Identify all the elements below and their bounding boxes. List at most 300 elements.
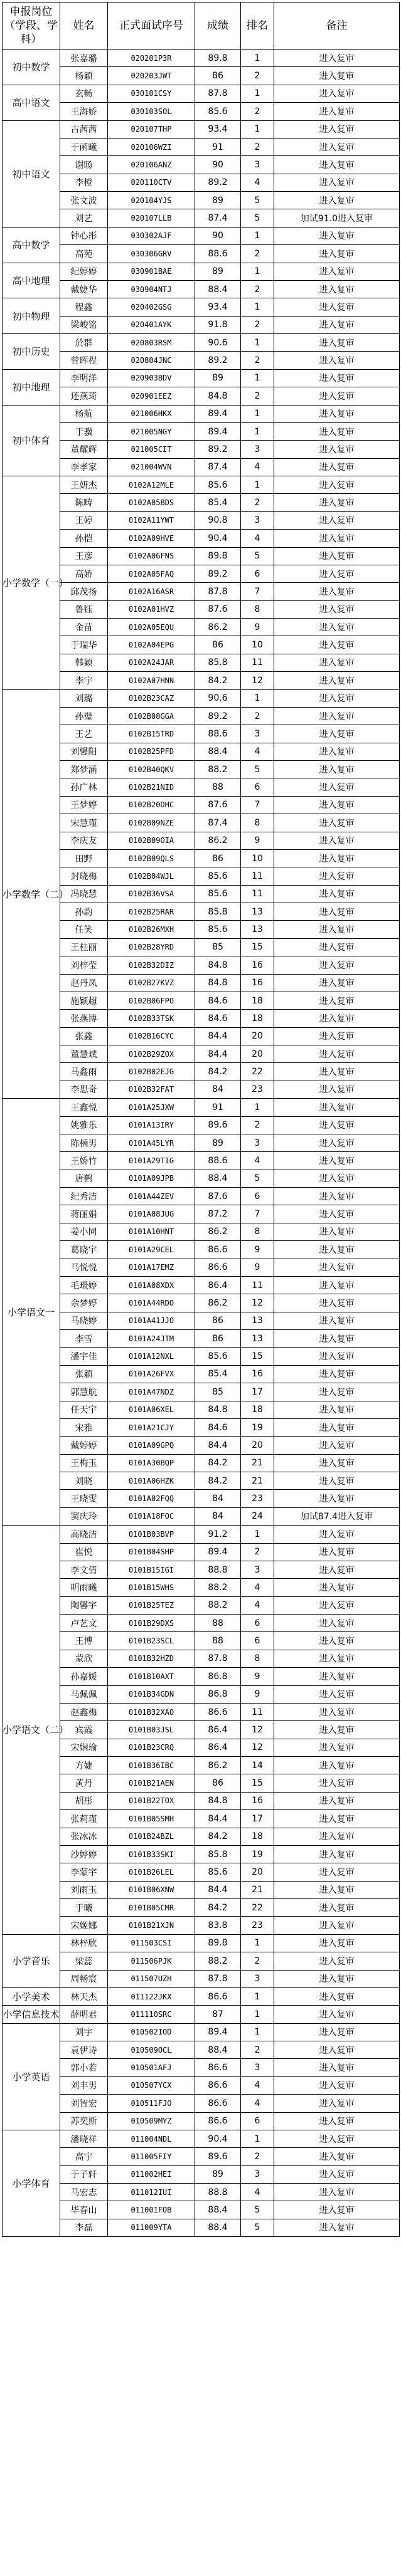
score-cell: 88 xyxy=(195,778,241,796)
note-cell: 进入复审 xyxy=(274,1330,400,1348)
header-name: 姓名 xyxy=(60,3,108,50)
rank-cell: 2 xyxy=(241,2041,274,2059)
score-cell: 86.6 xyxy=(195,2112,241,2130)
name-cell: 于子轩 xyxy=(60,2165,108,2183)
header-score: 成绩 xyxy=(195,3,241,50)
score-cell: 87.8 xyxy=(195,85,241,102)
note-cell: 进入复审 xyxy=(274,511,400,529)
exam-id-cell: 0101B24BZL xyxy=(108,1828,195,1845)
name-cell: 姚雅乐 xyxy=(60,1116,108,1134)
rank-cell: 2 xyxy=(241,1543,274,1561)
rank-cell: 6 xyxy=(241,1188,274,1205)
note-cell: 进入复审 xyxy=(274,476,400,494)
exam-id-cell: 0102B20DHC xyxy=(108,796,195,814)
rank-cell: 8 xyxy=(241,814,274,832)
note-cell: 进入复审 xyxy=(274,1685,400,1703)
rank-cell: 7 xyxy=(241,583,274,600)
exam-id-cell: 0102B36VSA xyxy=(108,885,195,903)
score-cell: 86 xyxy=(195,636,241,654)
table-row xyxy=(3,689,400,707)
name-cell: 陈楠男 xyxy=(60,1134,108,1151)
rank-cell: 20 xyxy=(241,1437,274,1454)
rank-cell: 1 xyxy=(241,263,274,280)
score-cell: 88.4 xyxy=(195,1170,241,1187)
score-cell: 86 xyxy=(195,1330,241,1348)
score-cell: 85.6 xyxy=(195,103,241,120)
score-cell: 88.2 xyxy=(195,1952,241,1970)
position-cell: 小学语文（二） xyxy=(3,1526,60,1935)
note-cell: 进入复审 xyxy=(274,1490,400,1507)
table-row xyxy=(3,1810,400,1828)
table-row xyxy=(3,369,400,387)
score-cell: 87.8 xyxy=(195,1650,241,1667)
rank-cell: 15 xyxy=(241,1774,274,1792)
table-row xyxy=(3,1205,400,1223)
score-cell: 90.6 xyxy=(195,689,241,707)
note-cell: 进入复审 xyxy=(274,1259,400,1276)
note-cell: 进入复审 xyxy=(274,1579,400,1596)
exam-id-cell: 020107THP xyxy=(108,120,195,138)
table-row xyxy=(3,458,400,476)
score-cell: 86.6 xyxy=(195,2059,241,2076)
position-cell: 初中语文 xyxy=(3,120,60,227)
table-row xyxy=(3,441,400,458)
name-cell: 方婕 xyxy=(60,1757,108,1774)
name-cell: 刘璐 xyxy=(60,689,108,707)
table-row xyxy=(3,2130,400,2147)
note-cell: 进入复审 xyxy=(274,867,400,885)
position-cell: 初中数学 xyxy=(3,50,60,85)
table-row xyxy=(3,263,400,280)
score-cell: 89 xyxy=(195,2165,241,2183)
table-row xyxy=(3,1045,400,1063)
exam-id-cell: 0101A30BQP xyxy=(108,1454,195,1472)
exam-id-cell: 0102B25PFD xyxy=(108,743,195,760)
score-cell: 84.8 xyxy=(195,956,241,974)
table-row xyxy=(3,298,400,316)
note-cell: 进入复审 xyxy=(274,352,400,369)
note-cell: 进入复审 xyxy=(274,1987,400,2005)
score-cell: 84 xyxy=(195,1507,241,1525)
name-cell: 杨颖 xyxy=(60,67,108,85)
rank-cell: 4 xyxy=(241,1579,274,1596)
name-cell: 周畅宸 xyxy=(60,1970,108,1987)
name-cell: 卢艺文 xyxy=(60,1615,108,1632)
score-cell: 88.2 xyxy=(195,761,241,778)
name-cell: 孙韵 xyxy=(60,903,108,921)
exam-id-cell: 0102B09OIA xyxy=(108,832,195,849)
note-cell: 进入复审 xyxy=(274,1632,400,1650)
exam-id-cell: 021005CIT xyxy=(108,441,195,458)
name-cell: 刘丰男 xyxy=(60,2076,108,2094)
table-row xyxy=(3,2023,400,2041)
note-cell: 进入复审 xyxy=(274,405,400,422)
note-cell: 进入复审 xyxy=(274,298,400,316)
position-cell: 小学音乐 xyxy=(3,1934,60,1987)
table-row xyxy=(3,2112,400,2130)
table-row xyxy=(3,334,400,352)
exam-id-cell: 030306GRV xyxy=(108,245,195,263)
rank-cell: 5 xyxy=(241,761,274,778)
rank-cell: 4 xyxy=(241,2095,274,2112)
name-cell: 蒙欣 xyxy=(60,1650,108,1667)
table-row xyxy=(3,316,400,333)
exam-id-cell: 0102B09QLS xyxy=(108,849,195,867)
score-cell: 89.6 xyxy=(195,2148,241,2165)
table-row xyxy=(3,707,400,725)
table-row xyxy=(3,1703,400,1720)
name-cell: 还燕琦 xyxy=(60,387,108,405)
rank-cell: 4 xyxy=(241,458,274,476)
table-row xyxy=(3,120,400,138)
table-row xyxy=(3,530,400,547)
score-cell: 91.8 xyxy=(195,316,241,333)
exam-id-cell: 0102B33TSK xyxy=(108,1010,195,1027)
table-row xyxy=(3,1099,400,1116)
exam-id-cell: 030904NTJ xyxy=(108,280,195,298)
exam-id-cell: 0101B32XAO xyxy=(108,1703,195,1720)
table-row xyxy=(3,476,400,494)
score-cell: 88 xyxy=(195,1615,241,1632)
name-cell: 宾霞 xyxy=(60,1721,108,1739)
exam-id-cell: 0102A04EPG xyxy=(108,636,195,654)
table-row xyxy=(3,85,400,102)
note-cell: 进入复审 xyxy=(274,1312,400,1329)
rank-cell: 5 xyxy=(241,547,274,565)
exam-id-cell: 0102A05BDS xyxy=(108,494,195,511)
name-cell: 孙恺 xyxy=(60,530,108,547)
name-cell: 王梦婷 xyxy=(60,796,108,814)
note-cell: 进入复审 xyxy=(274,1045,400,1063)
score-cell: 86.2 xyxy=(195,1223,241,1240)
score-cell: 86.2 xyxy=(195,619,241,636)
table-row xyxy=(3,245,400,263)
name-cell: 李宇 xyxy=(60,672,108,689)
rank-cell: 18 xyxy=(241,1828,274,1845)
rank-cell: 13 xyxy=(241,921,274,938)
table-row xyxy=(3,1863,400,1881)
table-row xyxy=(3,2201,400,2219)
exam-id-cell: 020803RSM xyxy=(108,334,195,352)
note-cell: 进入复审 xyxy=(274,263,400,280)
rank-cell: 4 xyxy=(241,2076,274,2094)
note-cell: 进入复审 xyxy=(274,1348,400,1365)
name-cell: 宋慧瑾 xyxy=(60,814,108,832)
note-cell: 进入复审 xyxy=(274,1294,400,1312)
exam-id-cell: 020106ANZ xyxy=(108,156,195,174)
score-cell: 89.8 xyxy=(195,547,241,565)
score-cell: 90.4 xyxy=(195,2130,241,2147)
rank-cell: 4 xyxy=(241,2184,274,2201)
score-cell: 87.4 xyxy=(195,458,241,476)
table-row xyxy=(3,1223,400,1240)
table-row xyxy=(3,50,400,67)
name-cell: 田野 xyxy=(60,849,108,867)
score-cell: 88.8 xyxy=(195,1561,241,1578)
name-cell: 王娇竹 xyxy=(60,1152,108,1170)
exam-id-cell: 011005FIY xyxy=(108,2148,195,2165)
score-cell: 87 xyxy=(195,2006,241,2023)
table-row xyxy=(3,654,400,671)
note-cell: 进入复审 xyxy=(274,1615,400,1632)
table-row xyxy=(3,974,400,992)
name-cell: 袁伊诗 xyxy=(60,2041,108,2059)
position-cell: 小学语文一 xyxy=(3,1099,60,1526)
name-cell: 梁峻铭 xyxy=(60,316,108,333)
rank-cell: 13 xyxy=(241,1312,274,1329)
name-cell: 张嘉璐 xyxy=(60,50,108,67)
table-row xyxy=(3,1401,400,1418)
score-cell: 90 xyxy=(195,156,241,174)
score-cell: 89.4 xyxy=(195,1543,241,1561)
name-cell: 高宇 xyxy=(60,2148,108,2165)
score-cell: 84.2 xyxy=(195,672,241,689)
rank-cell: 19 xyxy=(241,1845,274,1863)
name-cell: 李蒙宇 xyxy=(60,1863,108,1881)
exam-id-cell: 0101B03BVP xyxy=(108,1526,195,1543)
score-cell: 85.8 xyxy=(195,654,241,671)
exam-id-cell: 0102A24JAR xyxy=(108,654,195,671)
rank-cell: 12 xyxy=(241,1294,274,1312)
table-row xyxy=(3,387,400,405)
note-cell: 进入复审 xyxy=(274,849,400,867)
exam-id-cell: 0101B21XJN xyxy=(108,1917,195,1934)
table-row xyxy=(3,1668,400,1685)
score-cell: 91 xyxy=(195,1099,241,1116)
note-cell: 进入复审 xyxy=(274,192,400,209)
note-cell: 进入复审 xyxy=(274,2059,400,2076)
name-cell: 苏奕斯 xyxy=(60,2112,108,2130)
name-cell: 纪秀洁 xyxy=(60,1188,108,1205)
score-cell: 84.4 xyxy=(195,1027,241,1045)
name-cell: 于曦 xyxy=(60,1899,108,1917)
position-cell: 初中地理 xyxy=(3,369,60,405)
note-cell: 进入复审 xyxy=(274,1365,400,1383)
note-cell: 进入复审 xyxy=(274,689,400,707)
table-row xyxy=(3,1934,400,1952)
rank-cell: 1 xyxy=(241,476,274,494)
table-row xyxy=(3,2059,400,2076)
table-row xyxy=(3,619,400,636)
note-cell: 进入复审 xyxy=(274,725,400,743)
note-cell: 进入复审 xyxy=(274,938,400,956)
rank-cell: 2 xyxy=(241,280,274,298)
name-cell: 刘晓 xyxy=(60,1472,108,1490)
rank-cell: 7 xyxy=(241,1205,274,1223)
name-cell: 王桂丽 xyxy=(60,938,108,956)
note-cell: 进入复审 xyxy=(274,530,400,547)
exam-id-cell: 020804JNC xyxy=(108,352,195,369)
name-cell: 姜小同 xyxy=(60,1223,108,1240)
name-cell: 陈畴 xyxy=(60,494,108,511)
score-cell: 89 xyxy=(195,263,241,280)
exam-id-cell: 0101B36IBC xyxy=(108,1757,195,1774)
exam-id-cell: 0101A29CEL xyxy=(108,1241,195,1259)
score-cell: 84 xyxy=(195,1490,241,1507)
note-cell: 进入复审 xyxy=(274,1757,400,1774)
table-row xyxy=(3,1543,400,1561)
note-cell: 进入复审 xyxy=(274,2023,400,2041)
note-cell: 进入复审 xyxy=(274,2201,400,2219)
exam-id-cell: 020110CTV xyxy=(108,174,195,191)
name-cell: 李明洋 xyxy=(60,369,108,387)
note-cell: 进入复审 xyxy=(274,1116,400,1134)
name-cell: 郭慧航 xyxy=(60,1383,108,1401)
rank-cell: 18 xyxy=(241,1010,274,1027)
table-row xyxy=(3,849,400,867)
table-row xyxy=(3,956,400,974)
rank-cell: 3 xyxy=(241,156,274,174)
score-cell: 86 xyxy=(195,67,241,85)
exam-id-cell: 0102A06FNS xyxy=(108,547,195,565)
table-row xyxy=(3,67,400,85)
table-row xyxy=(3,1365,400,1383)
rank-cell: 12 xyxy=(241,672,274,689)
name-cell: 董耀辉 xyxy=(60,441,108,458)
name-cell: 刘馨阳 xyxy=(60,743,108,760)
name-cell: 王梅玉 xyxy=(60,1454,108,1472)
score-cell: 93.4 xyxy=(195,120,241,138)
exam-id-cell: 0101B34GDN xyxy=(108,1685,195,1703)
name-cell: 刘智宏 xyxy=(60,2095,108,2112)
score-cell: 89.2 xyxy=(195,174,241,191)
name-cell: 沙婷婷 xyxy=(60,1845,108,1863)
rank-cell: 1 xyxy=(241,2130,274,2147)
rank-cell: 1 xyxy=(241,227,274,244)
rank-cell: 1 xyxy=(241,1099,274,1116)
note-cell: 进入复审 xyxy=(274,1863,400,1881)
exam-id-cell: 0102B27KVZ xyxy=(108,974,195,992)
score-cell: 85.8 xyxy=(195,1845,241,1863)
rank-cell: 11 xyxy=(241,1703,274,1720)
table-row xyxy=(3,1472,400,1490)
rank-cell: 1 xyxy=(241,1934,274,1952)
table-row xyxy=(3,227,400,244)
exam-id-cell: 0102B26MXH xyxy=(108,921,195,938)
note-cell: 进入复审 xyxy=(274,672,400,689)
note-cell: 进入复审 xyxy=(274,1881,400,1898)
name-cell: 古茜茜 xyxy=(60,120,108,138)
rank-cell: 8 xyxy=(241,1650,274,1667)
position-cell: 初中历史 xyxy=(3,334,60,370)
exam-id-cell: 020104YJS xyxy=(108,192,195,209)
exam-id-cell: 0102B29ZOX xyxy=(108,1045,195,1063)
note-cell: 进入复审 xyxy=(274,903,400,921)
score-cell: 85.4 xyxy=(195,494,241,511)
rank-cell: 21 xyxy=(241,1472,274,1490)
position-cell: 高中数学 xyxy=(3,227,60,263)
score-cell: 89.8 xyxy=(195,1934,241,1952)
rank-cell: 4 xyxy=(241,743,274,760)
note-cell: 进入复审 xyxy=(274,1099,400,1116)
note-cell: 进入复审 xyxy=(274,85,400,102)
name-cell: 马悦悦 xyxy=(60,1259,108,1276)
name-cell: 李橙 xyxy=(60,174,108,191)
table-row xyxy=(3,832,400,849)
table-header-row xyxy=(3,3,400,50)
score-cell: 88 xyxy=(195,1632,241,1650)
exam-id-cell: 0101A08JUG xyxy=(108,1205,195,1223)
note-cell: 进入复审 xyxy=(274,2184,400,2201)
rank-cell: 20 xyxy=(241,1027,274,1045)
score-cell: 85.6 xyxy=(195,921,241,938)
note-cell: 进入复审 xyxy=(274,2041,400,2059)
note-cell: 进入复审 xyxy=(274,334,400,352)
note-cell: 进入复审 xyxy=(274,1739,400,1756)
note-cell: 进入复审 xyxy=(274,1276,400,1294)
name-cell: 金苗 xyxy=(60,619,108,636)
name-cell: 封晓梅 xyxy=(60,867,108,885)
name-cell: 刘梓莹 xyxy=(60,956,108,974)
table-row xyxy=(3,1010,400,1027)
score-cell: 84.6 xyxy=(195,1010,241,1027)
note-cell: 进入复审 xyxy=(274,1241,400,1259)
name-cell: 王妍杰 xyxy=(60,476,108,494)
rank-cell: 24 xyxy=(241,1507,274,1525)
note-cell: 进入复审 xyxy=(274,422,400,440)
score-cell: 86 xyxy=(195,849,241,867)
exam-id-cell: 0101A17EMZ xyxy=(108,1259,195,1276)
note-cell: 进入复审 xyxy=(274,2148,400,2165)
exam-id-cell: 0101B21AEN xyxy=(108,1774,195,1792)
name-cell: 张莉瑾 xyxy=(60,1810,108,1828)
table-row xyxy=(3,1685,400,1703)
rank-cell: 6 xyxy=(241,778,274,796)
score-cell: 91.2 xyxy=(195,1526,241,1543)
exam-id-cell: 0102B04WJL xyxy=(108,867,195,885)
rank-cell: 16 xyxy=(241,956,274,974)
rank-cell: 22 xyxy=(241,1899,274,1917)
rank-cell: 1 xyxy=(241,2006,274,2023)
score-cell: 85.6 xyxy=(195,867,241,885)
note-cell: 进入复审 xyxy=(274,120,400,138)
score-cell: 90.6 xyxy=(195,334,241,352)
table-row xyxy=(3,1632,400,1650)
score-cell: 89 xyxy=(195,192,241,209)
rank-cell: 6 xyxy=(241,2112,274,2130)
name-cell: 刘雨玉 xyxy=(60,1881,108,1898)
rank-cell: 11 xyxy=(241,867,274,885)
note-cell: 进入复审 xyxy=(274,796,400,814)
note-cell: 进入复审 xyxy=(274,138,400,155)
score-cell: 88.6 xyxy=(195,245,241,263)
score-cell: 84.4 xyxy=(195,1437,241,1454)
note-cell: 进入复审 xyxy=(274,1970,400,1987)
exam-id-cell: 0102B28YRD xyxy=(108,938,195,956)
rank-cell: 18 xyxy=(241,1401,274,1418)
table-row xyxy=(3,1739,400,1756)
note-cell: 进入复审 xyxy=(274,1952,400,1970)
score-cell: 88.4 xyxy=(195,743,241,760)
rank-cell: 12 xyxy=(241,1739,274,1756)
table-row xyxy=(3,1881,400,1898)
name-cell: 董慧斌 xyxy=(60,1045,108,1063)
exam-id-cell: 011506PJK xyxy=(108,1952,195,1970)
rank-cell: 12 xyxy=(241,1721,274,1739)
note-cell: 进入复审 xyxy=(274,1152,400,1170)
exam-id-cell: 0101B03JSL xyxy=(108,1721,195,1739)
note-cell: 进入复审 xyxy=(274,50,400,67)
score-cell: 86.4 xyxy=(195,1739,241,1756)
table-row xyxy=(3,1294,400,1312)
table-row xyxy=(3,1152,400,1170)
name-cell: 葛晓宇 xyxy=(60,1241,108,1259)
exam-id-cell: 0102A11YWT xyxy=(108,511,195,529)
exam-id-cell: 011004NDL xyxy=(108,2130,195,2147)
rank-cell: 3 xyxy=(241,1134,274,1151)
score-cell: 88.6 xyxy=(195,725,241,743)
name-cell: 宋娴瑜 xyxy=(60,1739,108,1756)
